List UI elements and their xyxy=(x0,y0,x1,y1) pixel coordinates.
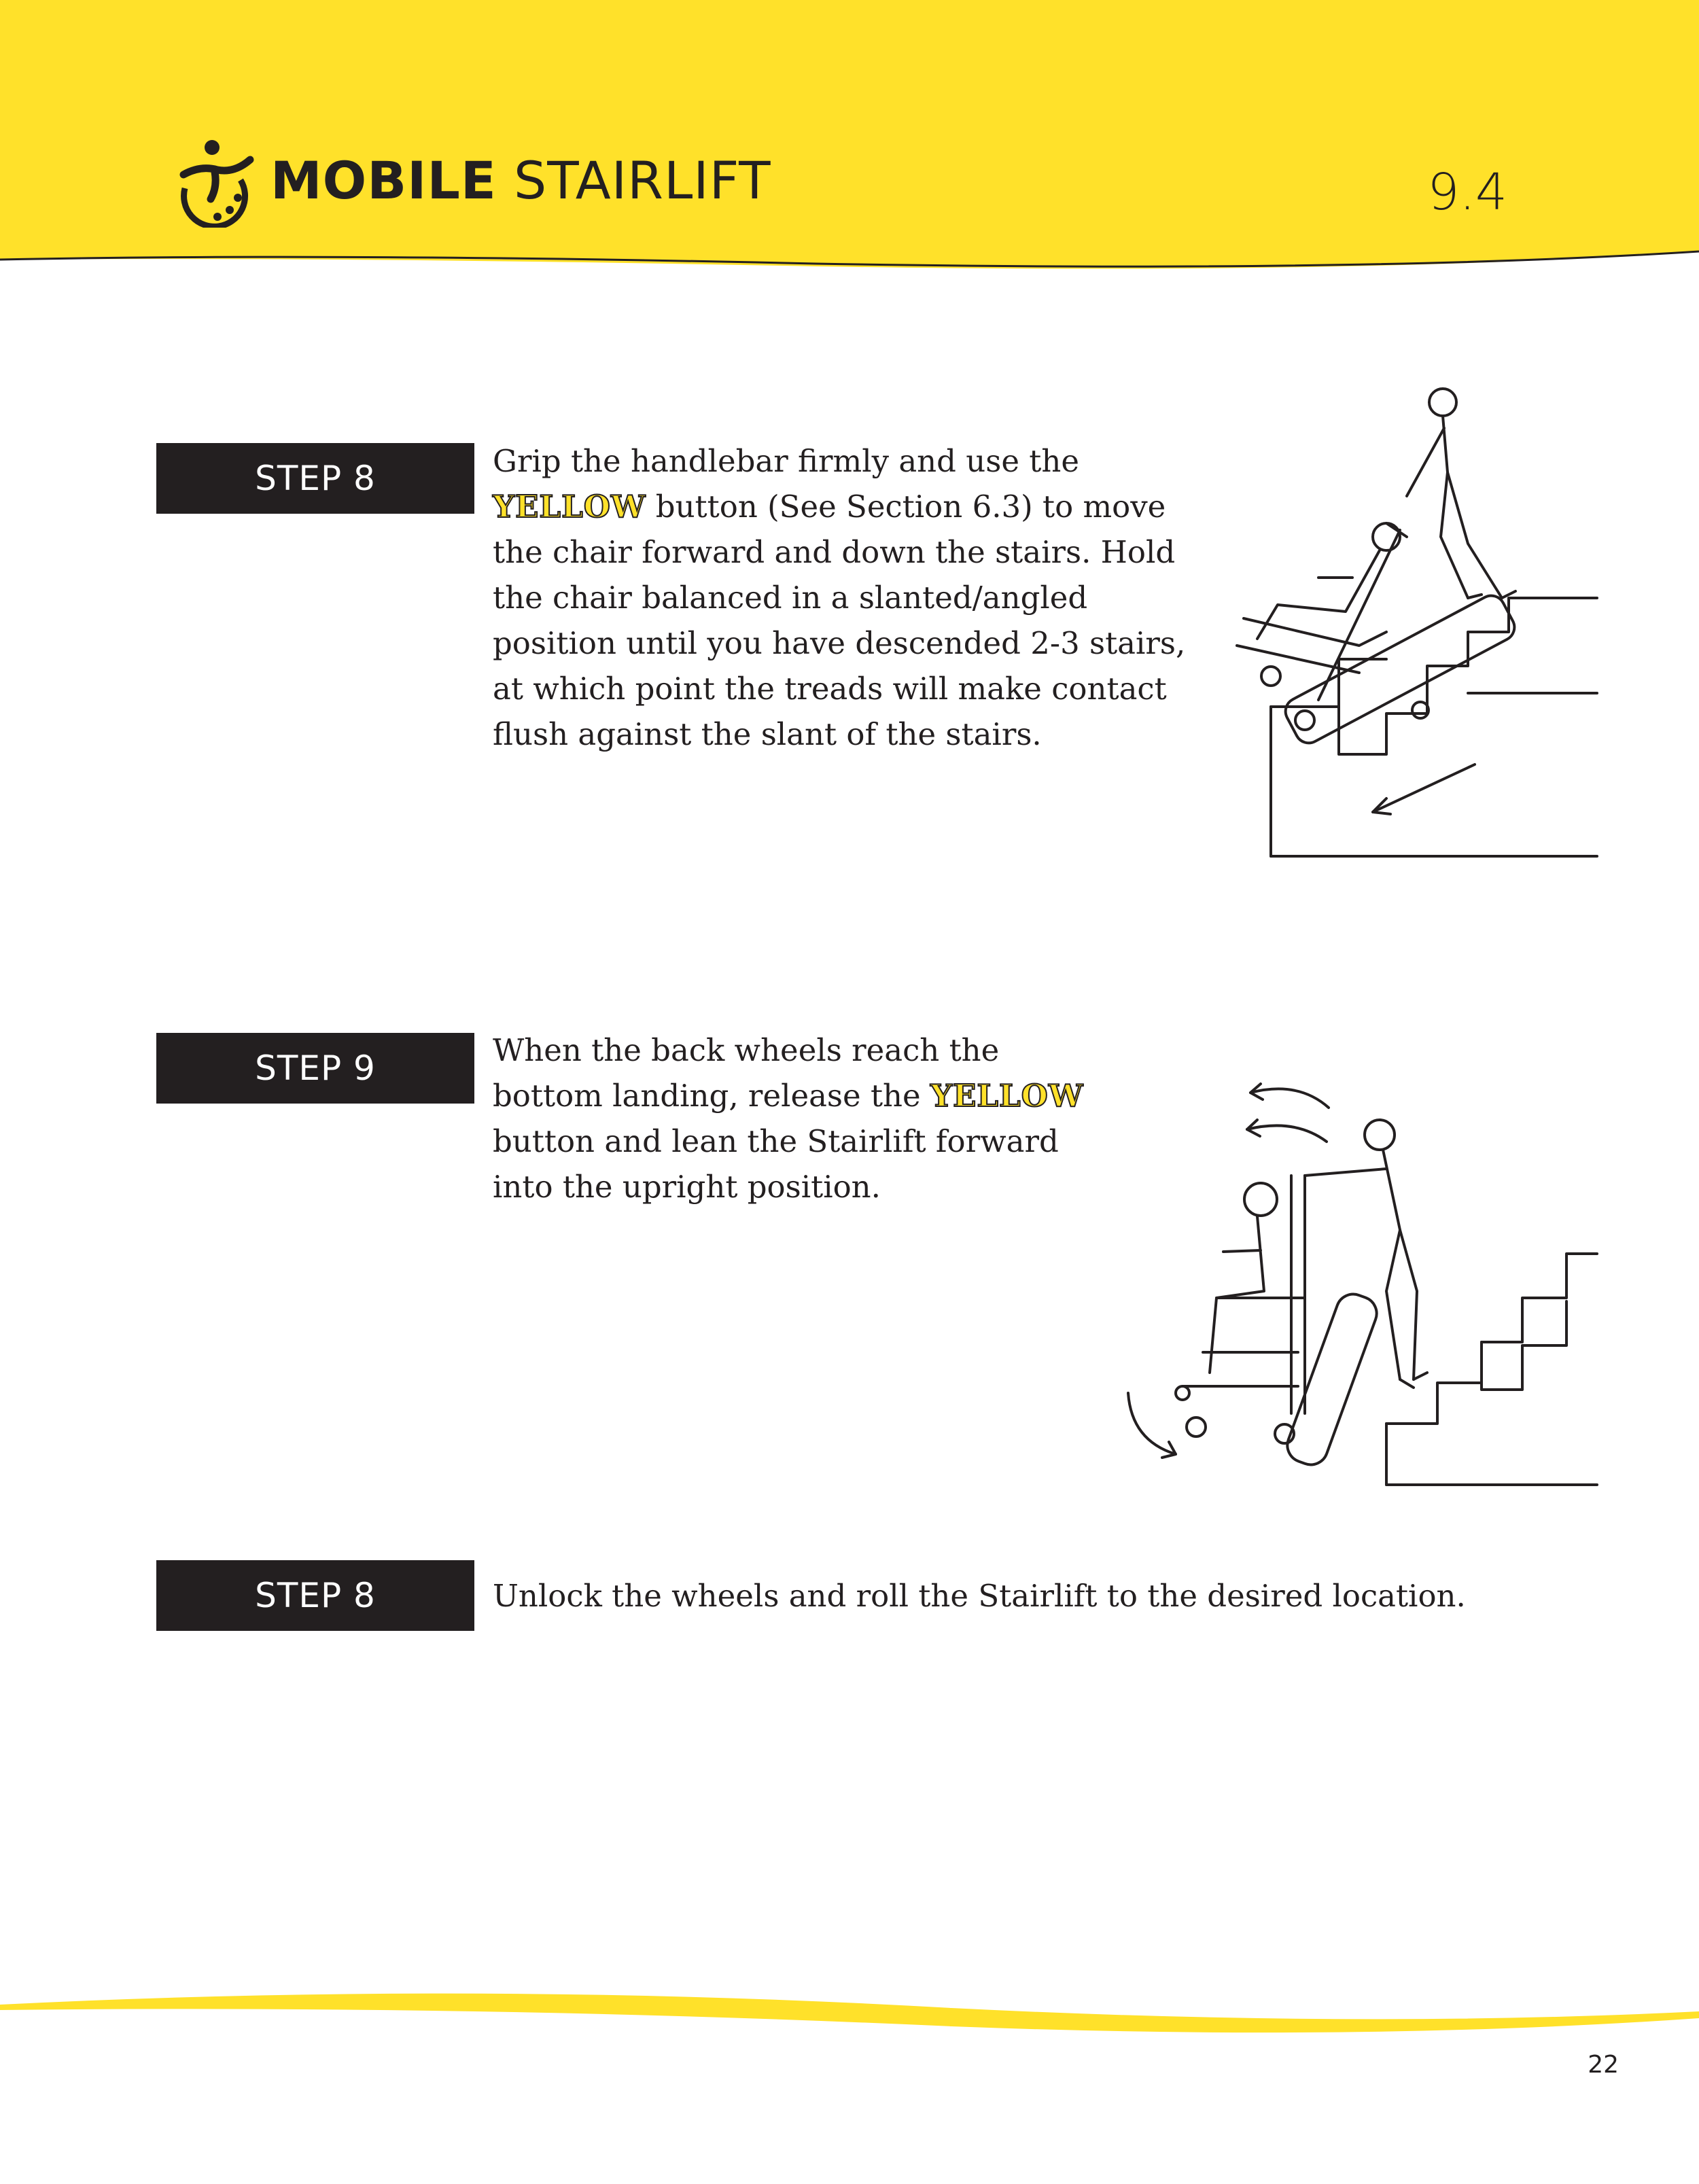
step-instruction xyxy=(493,1027,1104,1210)
brand xyxy=(170,133,771,228)
step-badge: STEP 8 xyxy=(156,443,474,514)
upright-position-illustration xyxy=(1115,1074,1611,1495)
step-text-before: When the back wheels reach the bottom landing, release the xyxy=(493,1032,1000,1114)
page-number: 22 xyxy=(1588,2051,1619,2079)
yellow-button-label: YELLOW xyxy=(493,489,646,525)
yellow-button-label: YELLOW xyxy=(930,1078,1084,1114)
step-text-after: button (See Section 6.3) to move the chair forward and down the stairs. Hold the chair balanced in a slanted/angled position until you have descended 2-3 stairs, at which point the treads will make contact flush against the slant of the stairs. xyxy=(493,489,1186,752)
step-instruction xyxy=(493,438,1206,757)
step-text-after: button and lean the Stairlift forward into the upright position. xyxy=(493,1123,1059,1205)
step-instruction: Unlock the wheels and roll the Stairlift to the desired location. xyxy=(493,1578,1466,1614)
step-badge: STEP 9 xyxy=(156,1033,474,1104)
section-number: 9.4 xyxy=(1427,163,1507,222)
step-badge: STEP 8 xyxy=(156,1560,474,1631)
step-text-before: Grip the handlebar firmly and use the xyxy=(493,443,1079,479)
footer-wave xyxy=(0,1984,1699,2052)
brand-name-light: STAIRLIFT xyxy=(513,149,771,211)
logo-icon xyxy=(170,133,258,228)
descending-stairs-illustration xyxy=(1183,374,1604,863)
brand-name xyxy=(270,150,771,211)
brand-name-bold: MOBILE xyxy=(270,149,497,211)
